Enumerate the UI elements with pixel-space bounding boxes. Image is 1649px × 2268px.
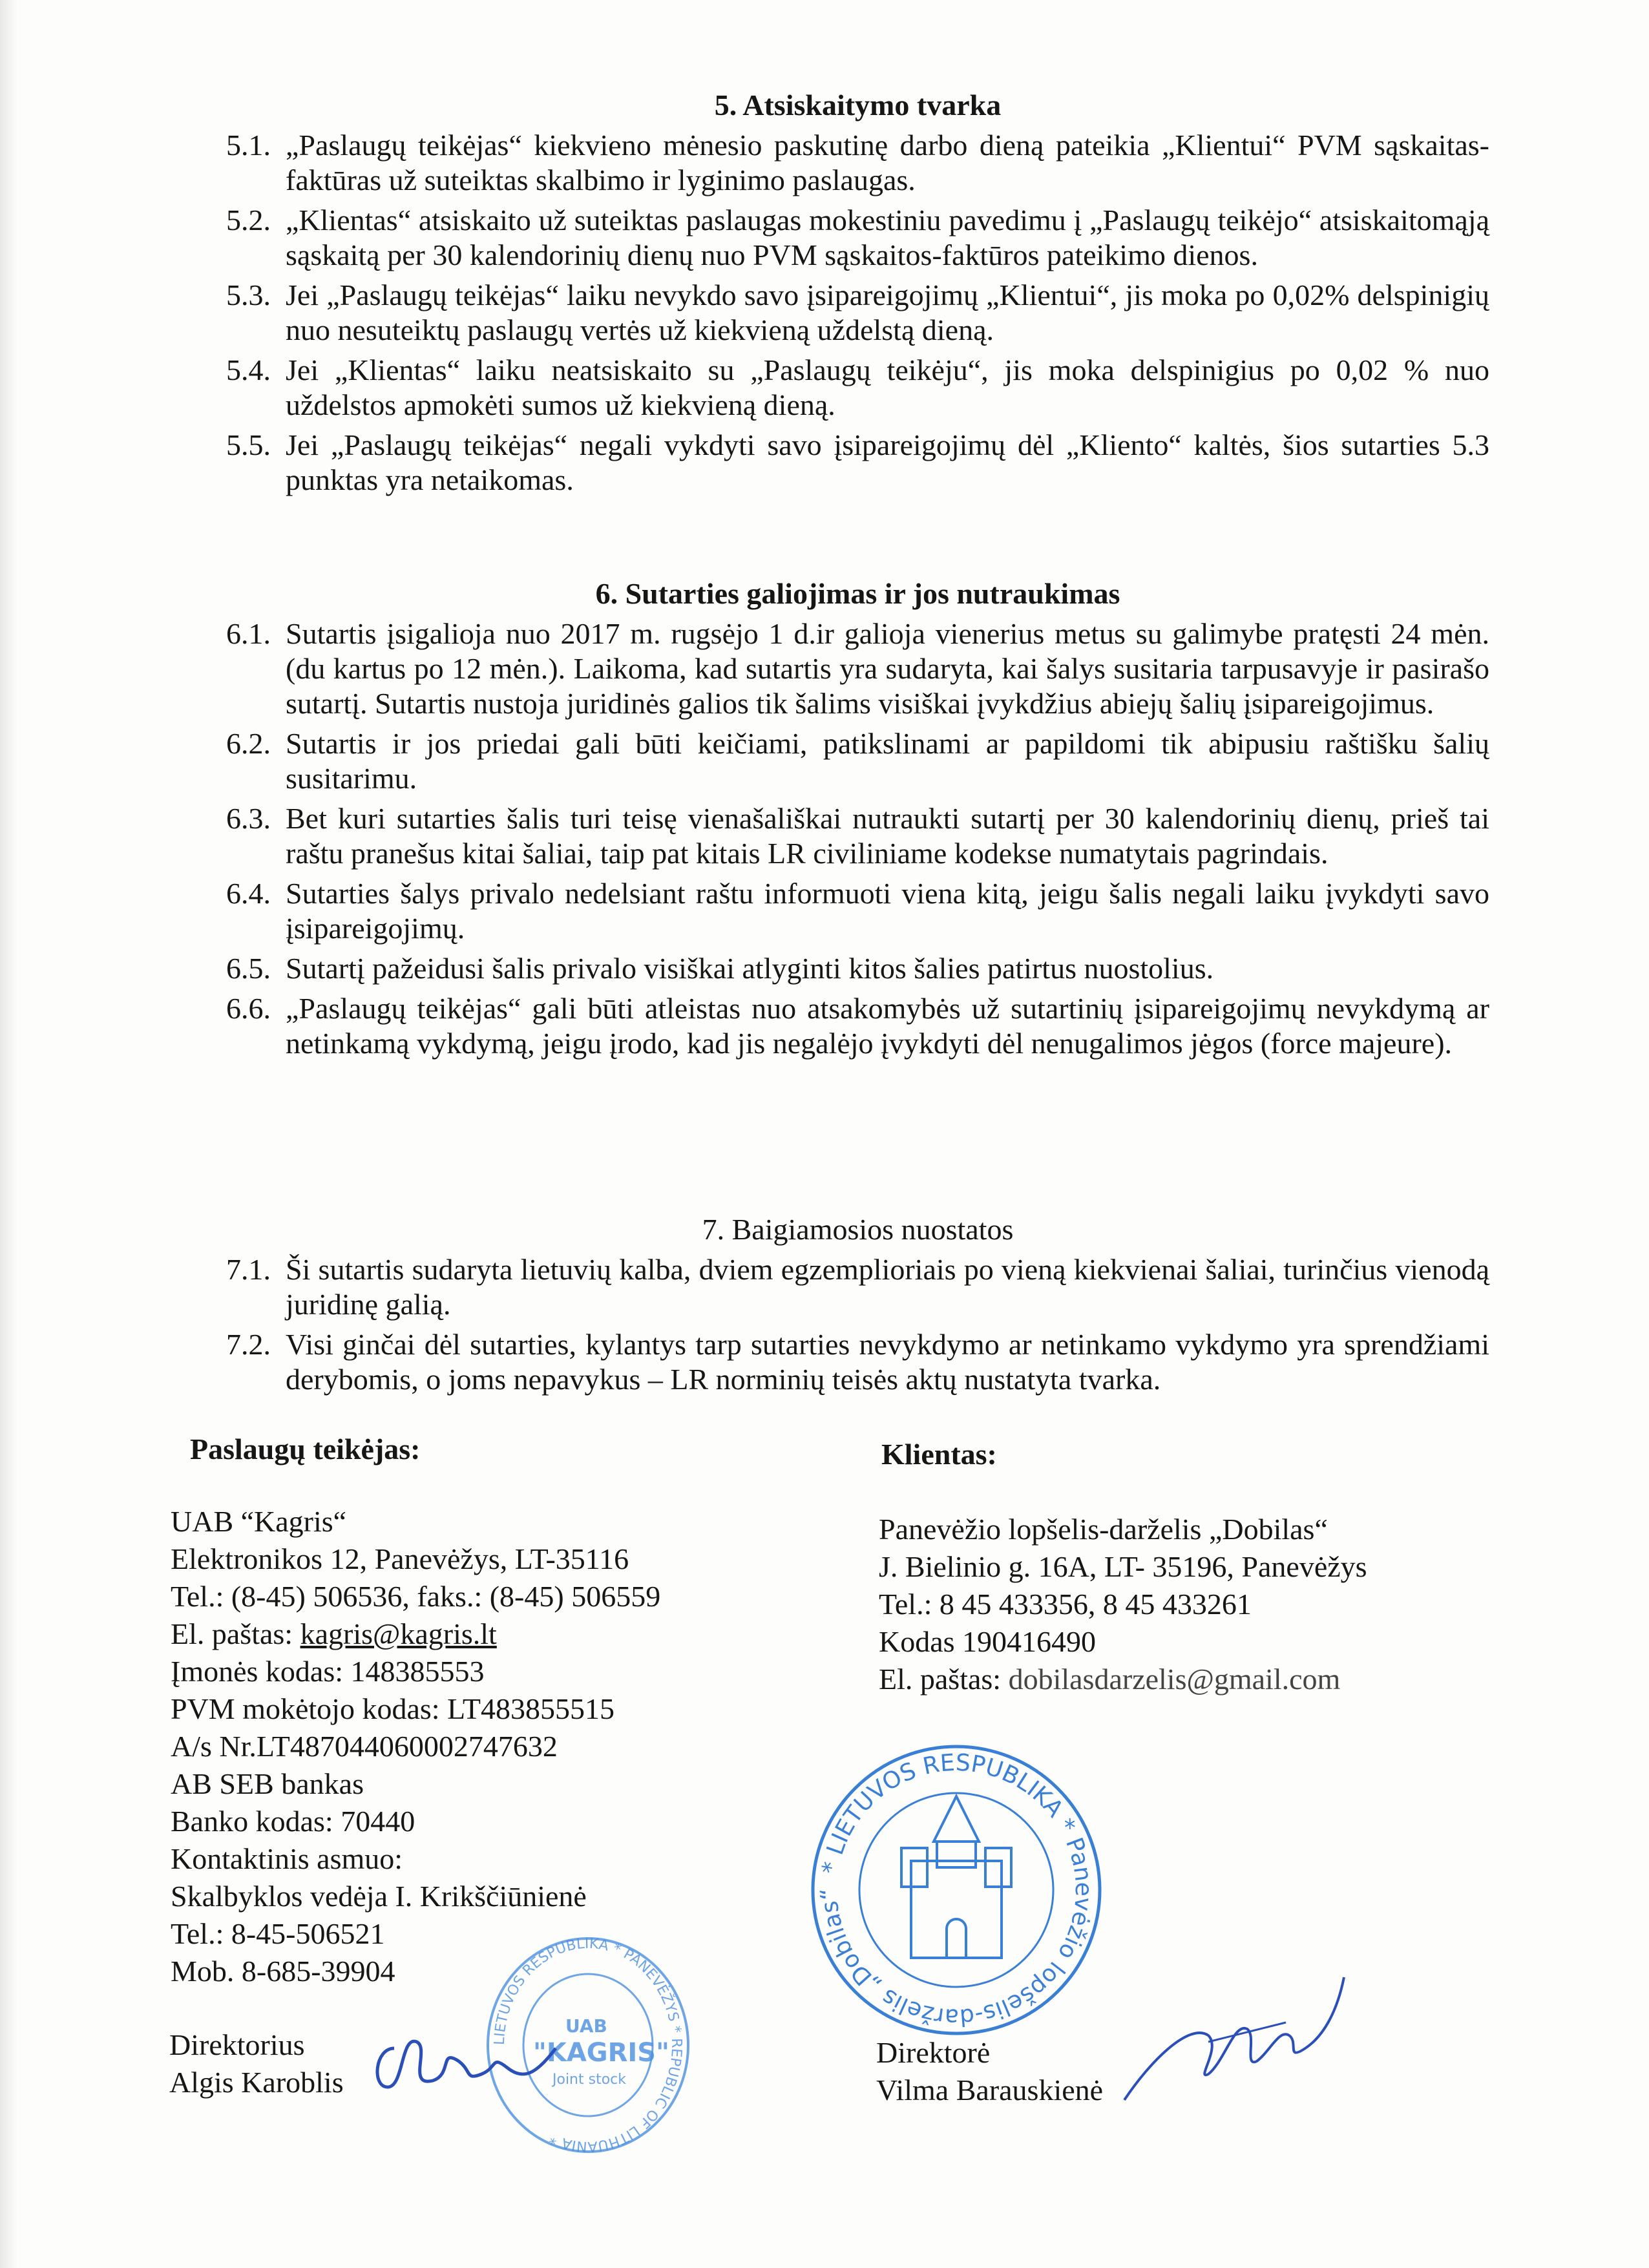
provider-contact-label: Kontaktinis asmuo: [171,1842,403,1875]
clause-text: „Paslaugų teikėjas“ kiekvieno mėnesio paskutinę darbo dieną pateikia „Klientui“ PVM sąskaitas-faktūras už suteiktas skalbimo ir lyginimo paslaugas. [286,129,1489,196]
clause [226,951,1489,986]
clause-text: Jei „Paslaugų teikėjas“ negali vykdyti savo įsipareigojimų dėl „Kliento“ kaltės, šios sutarties 5.3 punktas yra netaikomas. [286,428,1489,496]
client-address: J. Bielinio g. 16A, LT- 35196, Panevėžys [879,1550,1367,1583]
clause-text: Ši sutartis sudaryta lietuvių kalba, dviem egzemplioriais po vieną kiekvienai šaliai, turinčius vienodą juridinę galią. [286,1253,1489,1321]
provider-mobile: Mob. 8-685-39904 [171,1955,395,1988]
provider-email-link[interactable]: kagris@kagris.lt [300,1617,497,1650]
clause-text: Sutartis ir jos priedai gali būti keičiami, patikslinami ar papildomi tik abipusiu raštišku šalių susitarimu. [286,727,1489,795]
provider-phone: Tel.: (8-45) 506536, faks.: (8-45) 506559 [171,1580,661,1613]
provider-company-code: Įmonės kodas: 148385553 [171,1655,485,1688]
clause [226,726,1489,796]
scan-edge-shadow [0,0,18,2268]
client-email-line [879,1661,1367,1698]
client-stamp [804,1738,1108,2042]
section-title: 6. Sutarties galiojimas ir jos nutraukimas [595,577,1120,610]
svg-text:LIETUVOS RESPUBLIKA * PANEVĖŽY: LIETUVOS RESPUBLIKA * PANEVĖŽYS * REPUBLIC OF LITHUANIA * [491,1935,685,2155]
clause-number: 7.1. [226,1253,271,1286]
client-signer [876,2034,1103,2109]
clause [226,203,1489,273]
client-name: Panevėžio lopšelis-darželis „Dobilas“ [879,1513,1328,1546]
provider-heading: Paslaugų teikėjas: [190,1433,421,1465]
clause-number: 6.1. [226,617,271,650]
email-label: El. paštas: [171,1617,300,1650]
clause-number: 7.2. [226,1328,271,1361]
clause [226,1252,1489,1322]
client-signature [1111,1964,1357,2113]
clause-number: 6.2. [226,727,271,760]
provider-name: UAB “Kagris“ [171,1505,347,1538]
clause-number: 6.6. [226,992,271,1025]
clause [226,801,1489,871]
svg-text:"KAGRIS": "KAGRIS" [533,2038,669,2068]
provider-vat-code: PVM mokėtojo kodas: LT483855515 [171,1692,615,1725]
clause-number: 6.5. [226,952,271,985]
clause-number: 6.3. [226,802,271,835]
provider-details [171,1503,660,1990]
clause-text: Sutartis įsigalioja nuo 2017 m. rugsėjo 1 d.ir galioja vienerius metus su galimybe pratęsti 24 mėn. (du kartus po 12 mėn.). Laikoma, kad sutartis yra sudaryta, kai šalys susitaria tarpusavyje ir pasirašo sutartį. Sutartis nustoja juridinės galios tik šalims visiškai įvykdžius abiejų šalių įsipareigojimus. [286,617,1489,720]
client-signer-title: Direktorė [876,2036,991,2069]
clause-text: Bet kuri sutarties šalis turi teisę vienašališkai nutraukti sutartį per 30 kalendorinių dienų, prieš tai raštu pranešus kitai šaliai, taip pat kitais LR civiliniame kodekse numatytais pagrindais. [286,802,1489,870]
clause-text: Sutarties šalys privalo nedelsiant raštu informuoti viena kitą, jeigu šalis negali laiku įvykdyti savo įsipareigojimų. [286,877,1489,945]
clause-text: Jei „Klientas“ laiku neatsiskaito su „Paslaugų teikėju“, jis moka delspinigius po 0,02 % nuo uždelstos apmokėti sumos už kiekvieną dieną. [286,353,1489,421]
client-heading: Klientas: [881,1438,997,1471]
svg-text:* LIETUVOS RESPUBLIKA * Panevė: * LIETUVOS RESPUBLIKA * Panevėžio lopšelis-darželis „Dobilas“ [815,1749,1097,2031]
clause-text: Sutartį pažeidusi šalis privalo visiškai atlyginti kitos šalies patirtus nuostolius. [286,952,1214,985]
provider-address: Elektronikos 12, Panevėžys, LT-35116 [171,1542,629,1575]
section-payment-terms [226,88,1489,503]
clause [226,278,1489,348]
provider-contact-phone: Tel.: 8-45-506521 [171,1917,385,1950]
svg-text:UAB: UAB [565,2015,607,2037]
clause-text: Jei „Paslaugų teikėjas“ laiku nevykdo savo įsipareigojimų „Klientui“, jis moka po 0,02% delspinigių nuo nesuteiktų paslaugų vertės už kiekvieną uždelstą dieną. [286,278,1489,346]
provider-contact: Skalbyklos vedėja I. Krikščiūnienė [171,1880,587,1913]
clause [226,616,1489,721]
clause-number: 5.5. [226,428,271,461]
client-code: Kodas 190416490 [879,1625,1097,1658]
section-validity-termination [226,576,1489,1066]
clause-text: Visi ginčai dėl sutarties, kylantys tarp sutarties nevykdymo ar netinkamo vykdymo yra sprendžiami derybomis, o joms nepavykus – LR norminių teisės aktų nustatyta tvarka. [286,1328,1489,1396]
section-title: 7. Baigiamosios nuostatos [702,1213,1014,1246]
provider-bank: AB SEB bankas [171,1767,364,1800]
client-phone: Tel.: 8 45 433356, 8 45 433261 [879,1588,1252,1621]
clause-number: 5.1. [226,129,271,162]
svg-text:Joint stock: Joint stock [552,2072,627,2088]
provider-signer-name: Algis Karoblis [169,2066,344,2099]
clause-number: 6.4. [226,877,271,910]
client-signer-name: Vilma Barauskienė [876,2074,1104,2106]
clause-text: „Klientas“ atsiskaito už suteiktas paslaugas mokestiniu pavedimu į „Paslaugų teikėjo“ atsiskaitomąją sąskaitą per 30 kalendorinių dienų nuo PVM sąskaitos-faktūros pateikimo dienos. [286,204,1489,271]
client-email-link[interactable]: dobilasdarzelis@gmail.com [1008,1663,1341,1696]
clause [226,353,1489,423]
clause-text: „Paslaugų teikėjas“ gali būti atleistas nuo atsakomybės už sutartinių įsipareigojimų nevykdymą ar netinkamą vykdymą, jeigu įrodo, kad jis negalėjo įvykdyti dėl nenugalimos jėgos (force majeure). [286,992,1489,1060]
provider-signature [368,2010,562,2113]
section-title: 5. Atsiskaitymo tvarka [714,89,1002,121]
client-details [879,1511,1367,1698]
clause [226,128,1489,198]
section-final-provisions [226,1212,1489,1402]
email-label: El. paštas: [879,1663,1009,1696]
provider-email-line [171,1615,660,1653]
provider-signer [169,2026,344,2101]
clause [226,1327,1489,1397]
clause [226,428,1489,498]
clause-number: 5.3. [226,278,271,311]
clause [226,991,1489,1061]
provider-signer-title: Direktorius [169,2028,305,2061]
clause-number: 5.2. [226,204,271,236]
provider-account: A/s Nr.LT487044060002747632 [171,1730,558,1763]
provider-bank-code: Banko kodas: 70440 [171,1805,415,1838]
clause [226,876,1489,946]
clause-number: 5.4. [226,353,271,386]
